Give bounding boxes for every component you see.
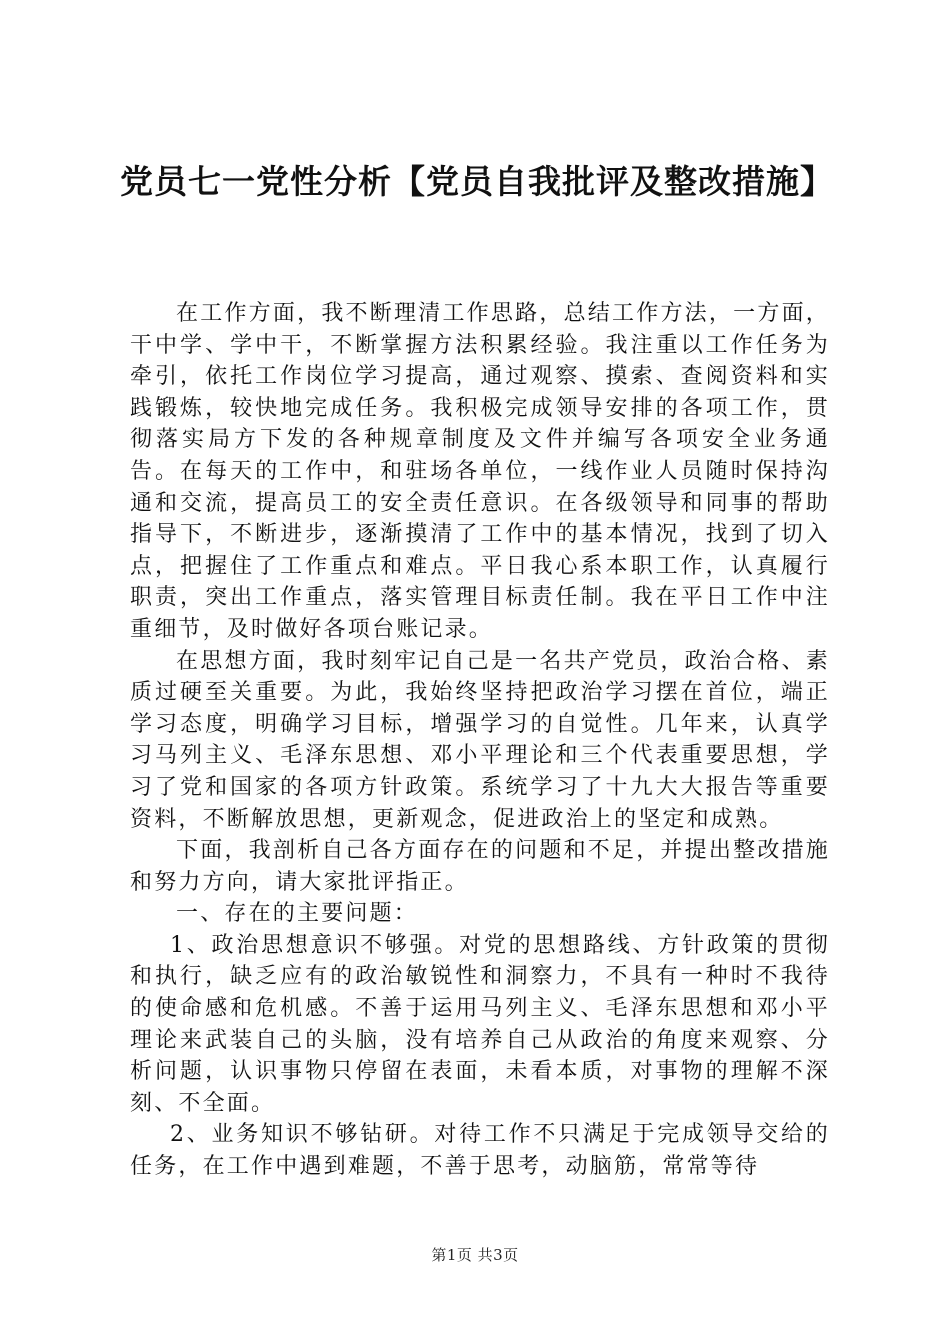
list-item-problem-1: 1、政治思想意识不够强。对党的思想路线、方针政策的贯彻和执行，缺乏应有的政治敏锐性和洞察力，不具有一种时不我待的使命感和危机感。不善于运用马列主义、毛泽东思想和邓小平理论来武装自己的头脑，没有培养自己从政治的角度来观察、分析问题，认识事物只停留在表面，未看本质，对事物的理解不深刻、不全面。	[130, 932, 830, 1116]
paragraph-thought: 在思想方面，我时刻牢记自己是一名共产党员，政治合格、素质过硬至关重要。为此，我始终坚持把政治学习摆在首位，端正学习态度，明确学习目标，增强学习的自觉性。几年来，认真学习马列主义、毛泽东思想、邓小平理论和三个代表重要思想，学习了党和国家的各项方针政策。系统学习了十九大大报告等重要资料，不断解放思想，更新观念，促进政治上的坚定和成熟。	[130, 648, 830, 832]
section-heading-problems: 一、存在的主要问题：	[176, 901, 419, 927]
paragraph-intro-problems: 下面，我剖析自己各方面存在的问题和不足，并提出整改措施和努力方向，请大家批评指正。	[130, 838, 830, 895]
document-title: 党员七一党性分析【党员自我批评及整改措施】	[120, 162, 834, 201]
paragraph-work: 在工作方面，我不断理清工作思路，总结工作方法，一方面，干中学、学中干，不断掌握方法积累经验。我注重以工作任务为牵引，依托工作岗位学习提高，通过观察、摸索、查阅资料和实践锻炼，较快地完成任务。我积极完成领导安排的各项工作，贯彻落实局方下发的各种规章制度及文件并编写各项安全业务通告。在每天的工作中，和驻场各单位，一线作业人员随时保持沟通和交流，提高员工的安全责任意识。在各级领导和同事的帮助指导下，不断进步，逐渐摸清了工作中的基本情况，找到了切入点，把握住了工作重点和难点。平日我心系本职工作，认真履行职责，突出工作重点，落实管理目标责任制。我在平日工作中注重细节，及时做好各项台账记录。	[130, 301, 830, 642]
document-body	[130, 298, 830, 1183]
list-item-problem-2: 2、业务知识不够钻研。对待工作不只满足于完成领导交给的任务，在工作中遇到难题，不善于思考，动脑筋，常常等待	[130, 1122, 830, 1180]
page-number-footer: 第1页 共3页	[431, 1246, 519, 1264]
